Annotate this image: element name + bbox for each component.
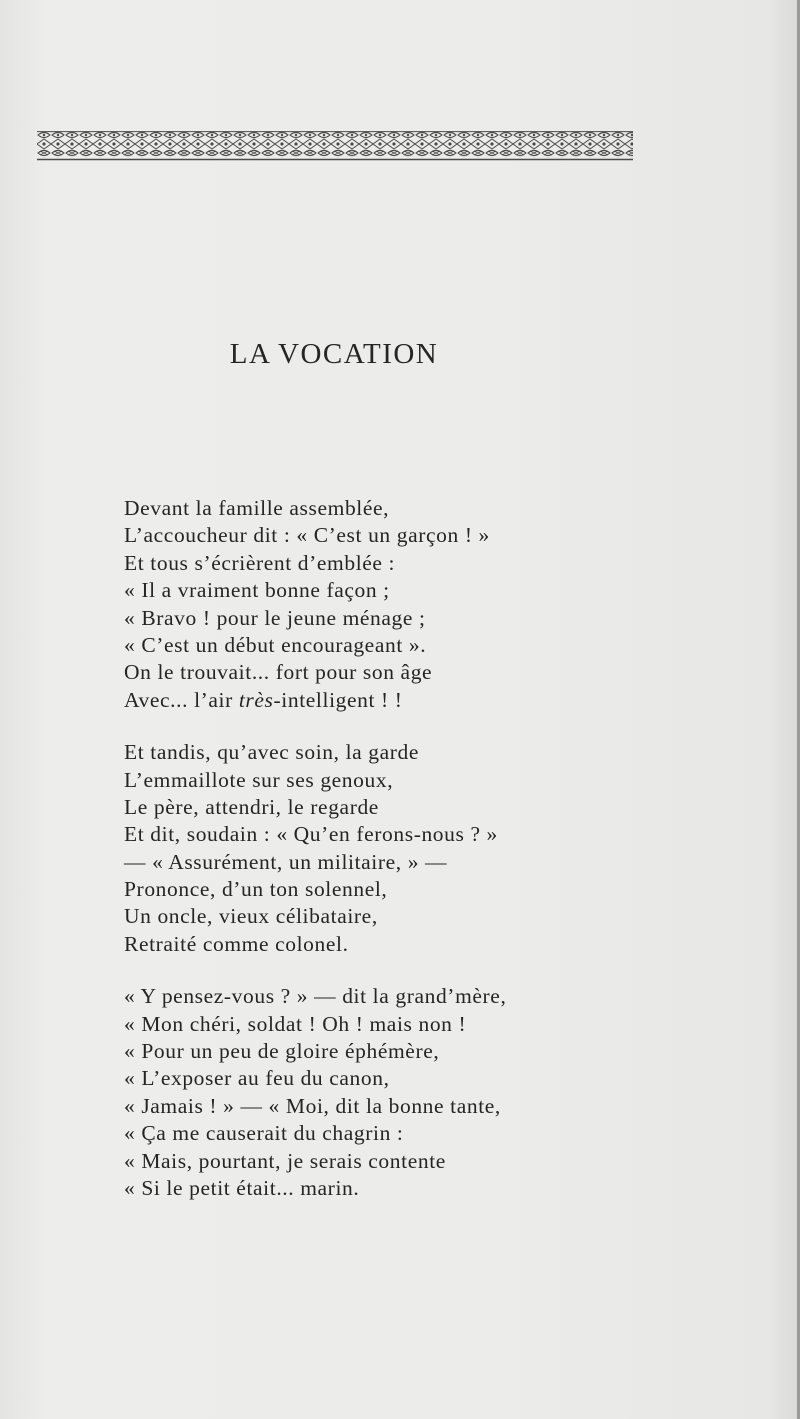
verse-line: « C’est un début encourageant ». — [124, 632, 427, 657]
verse-line: Retraité comme colonel. — [124, 931, 349, 956]
stanza-1 — [124, 495, 554, 714]
verse-line: « Mon chéri, soldat ! Oh ! mais non ! — [124, 1011, 467, 1036]
verse-fragment: Avec... l’air — [124, 687, 239, 712]
verse-line: Un oncle, vieux célibataire, — [124, 904, 378, 929]
verse-line: « Mais, pourtant, je serais contente — [124, 1148, 446, 1173]
verse-fragment: intelligent ! ! — [281, 687, 403, 712]
verse-line: « Y pensez-vous ? » — dit la grand’mère, — [124, 984, 507, 1009]
verse-line: « Pour un peu de gloire éphémère, — [124, 1039, 440, 1064]
verse-line: — « Assurément, un militaire, » — — [124, 849, 448, 874]
verse-line: « Ça me causerait du chagrin : — [124, 1121, 404, 1146]
poem-body — [124, 495, 554, 1202]
poem-title: LA VOCATION — [229, 338, 439, 370]
verse-line: « Si le petit était... marin. — [124, 1175, 360, 1200]
verse-line: Et dit, soudain : « Qu’en ferons-nous ? » — [124, 822, 498, 847]
verse-line: Le père, attendri, le regarde — [124, 794, 379, 819]
italic-word: très- — [238, 687, 282, 712]
verse-line: « Il a vraiment bonne façon ; — [124, 578, 390, 603]
verse-line: L’emmaillote sur ses genoux, — [124, 767, 394, 792]
stanza-3 — [124, 983, 554, 1202]
decorative-ornament-band-icon — [37, 131, 633, 161]
verse-line: L’accoucheur dit : « C’est un garçon ! » — [124, 523, 490, 548]
verse-line: Et tous s’écrièrent d’emblée : — [124, 550, 396, 575]
verse-line-italic — [124, 687, 554, 714]
verse-line: Devant la famille assemblée, — [124, 496, 390, 520]
verse-line: « L’exposer au feu du canon, — [124, 1066, 390, 1091]
stanza-2 — [124, 739, 554, 958]
verse-line: « Bravo ! pour le jeune ménage ; — [124, 605, 426, 630]
verse-line: « Jamais ! » — « Moi, dit la bonne tante, — [124, 1093, 501, 1118]
verse-line: Prononce, d’un ton solennel, — [124, 877, 388, 902]
verse-line: Et tandis, qu’avec soin, la garde — [124, 740, 420, 765]
verse-line: On le trouvait... fort pour son âge — [124, 660, 433, 685]
